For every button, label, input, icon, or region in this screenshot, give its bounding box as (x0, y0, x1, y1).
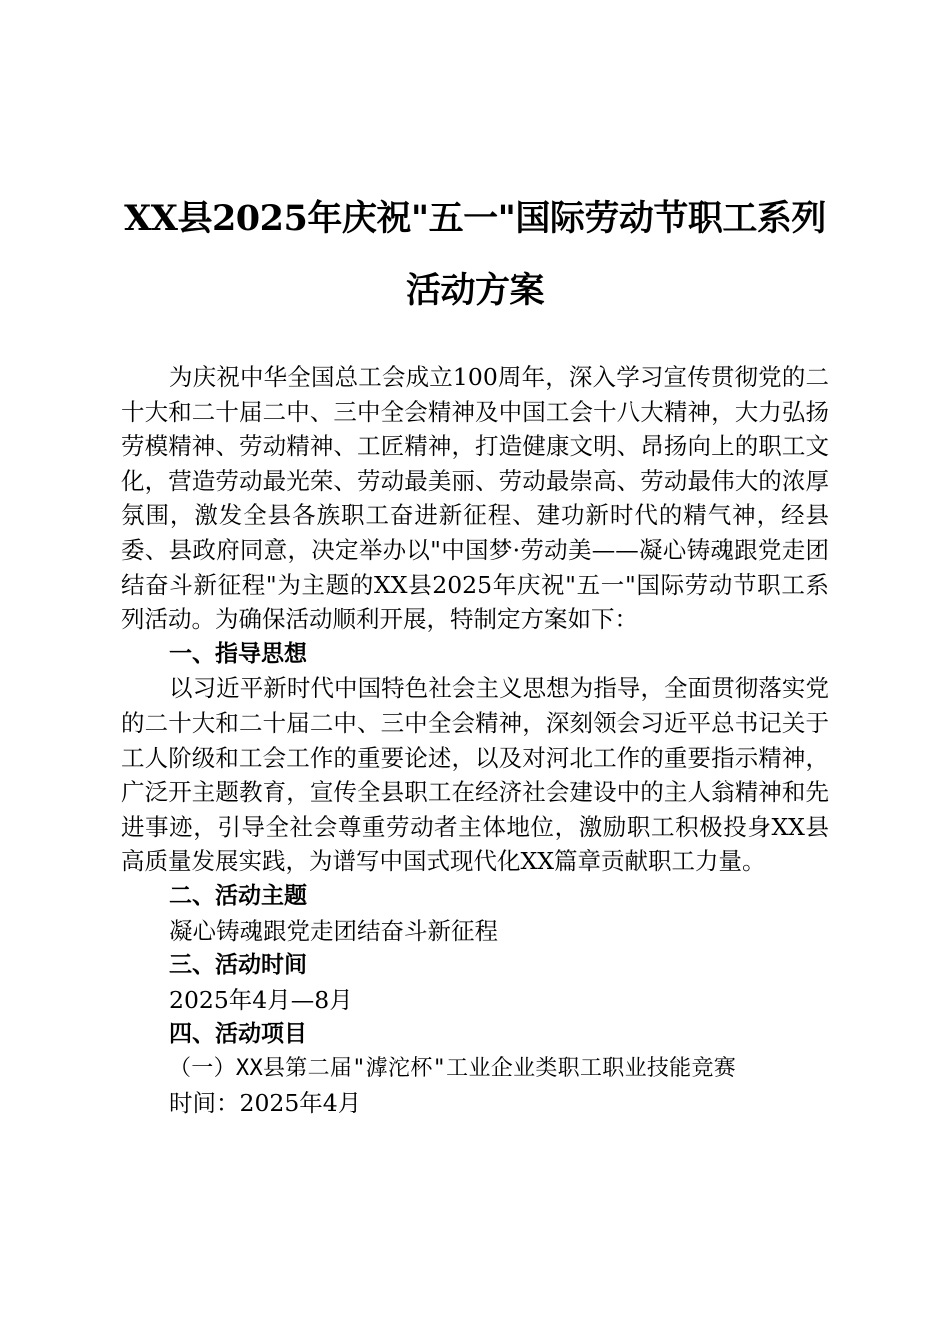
document-body (121, 360, 829, 1121)
intro-paragraph: 为庆祝中华全国总工会成立100周年，深入学习宣传贯彻党的二十大和二十届二中、三中全会精神及中国工会十八大精神，大力弘扬劳模精神、劳动精神、工匠精神，打造健康文明、昂扬向上的职工文化，营造劳动最光荣、劳动最美丽、劳动最崇高、劳动最伟大的浓厚氛围，激发全县各族职工奋进新征程、建功新时代的精气神，经县委、县政府同意，决定举办以"中国梦·劳动美——凝心铸魂跟党走团结奋斗新征程"为主题的XX县2025年庆祝"五一"国际劳动节职工系列活动。为确保活动顺利开展，特制定方案如下： (121, 363, 829, 634)
section-heading-activity-items: 四、活动项目 (169, 1021, 307, 1048)
activity-item-1-heading: （一）XX县第二届"滹沱杯"工业企业类职工职业技能竞赛 (169, 1055, 737, 1081)
section-heading-activity-time: 三、活动时间 (169, 952, 307, 979)
section-heading-guiding-ideology: 一、指导思想 (169, 640, 307, 667)
activity-item-1-time: 时间：2025年4月 (169, 1089, 362, 1118)
activity-time-text: 2025年4月—8月 (169, 985, 353, 1014)
guiding-ideology-paragraph: 以习近平新时代中国特色社会主义思想为指导，全面贯彻落实党的二十大和二十届二中、三中全会精神，深刻领会习近平总书记关于工人阶级和工会工作的重要论述，以及对河北工作的重要指示精神，广泛开主题教育，宣传全县职工在经济社会建设中的主人翁精神和先进事迹，引导全社会尊重劳动者主体地位，激励职工积极投身XX县高质量发展实践，为谱写中国式现代化XX篇章贡献职工力量。 (121, 674, 829, 876)
document-title-line-2: 活动方案 (405, 270, 544, 311)
activity-theme-text: 凝心铸魂跟党走团结奋斗新征程 (169, 916, 498, 945)
document-title-line-1: XX县2025年庆祝"五一"国际劳动节职工系列 (124, 198, 826, 239)
section-heading-activity-theme: 二、活动主题 (169, 882, 307, 909)
